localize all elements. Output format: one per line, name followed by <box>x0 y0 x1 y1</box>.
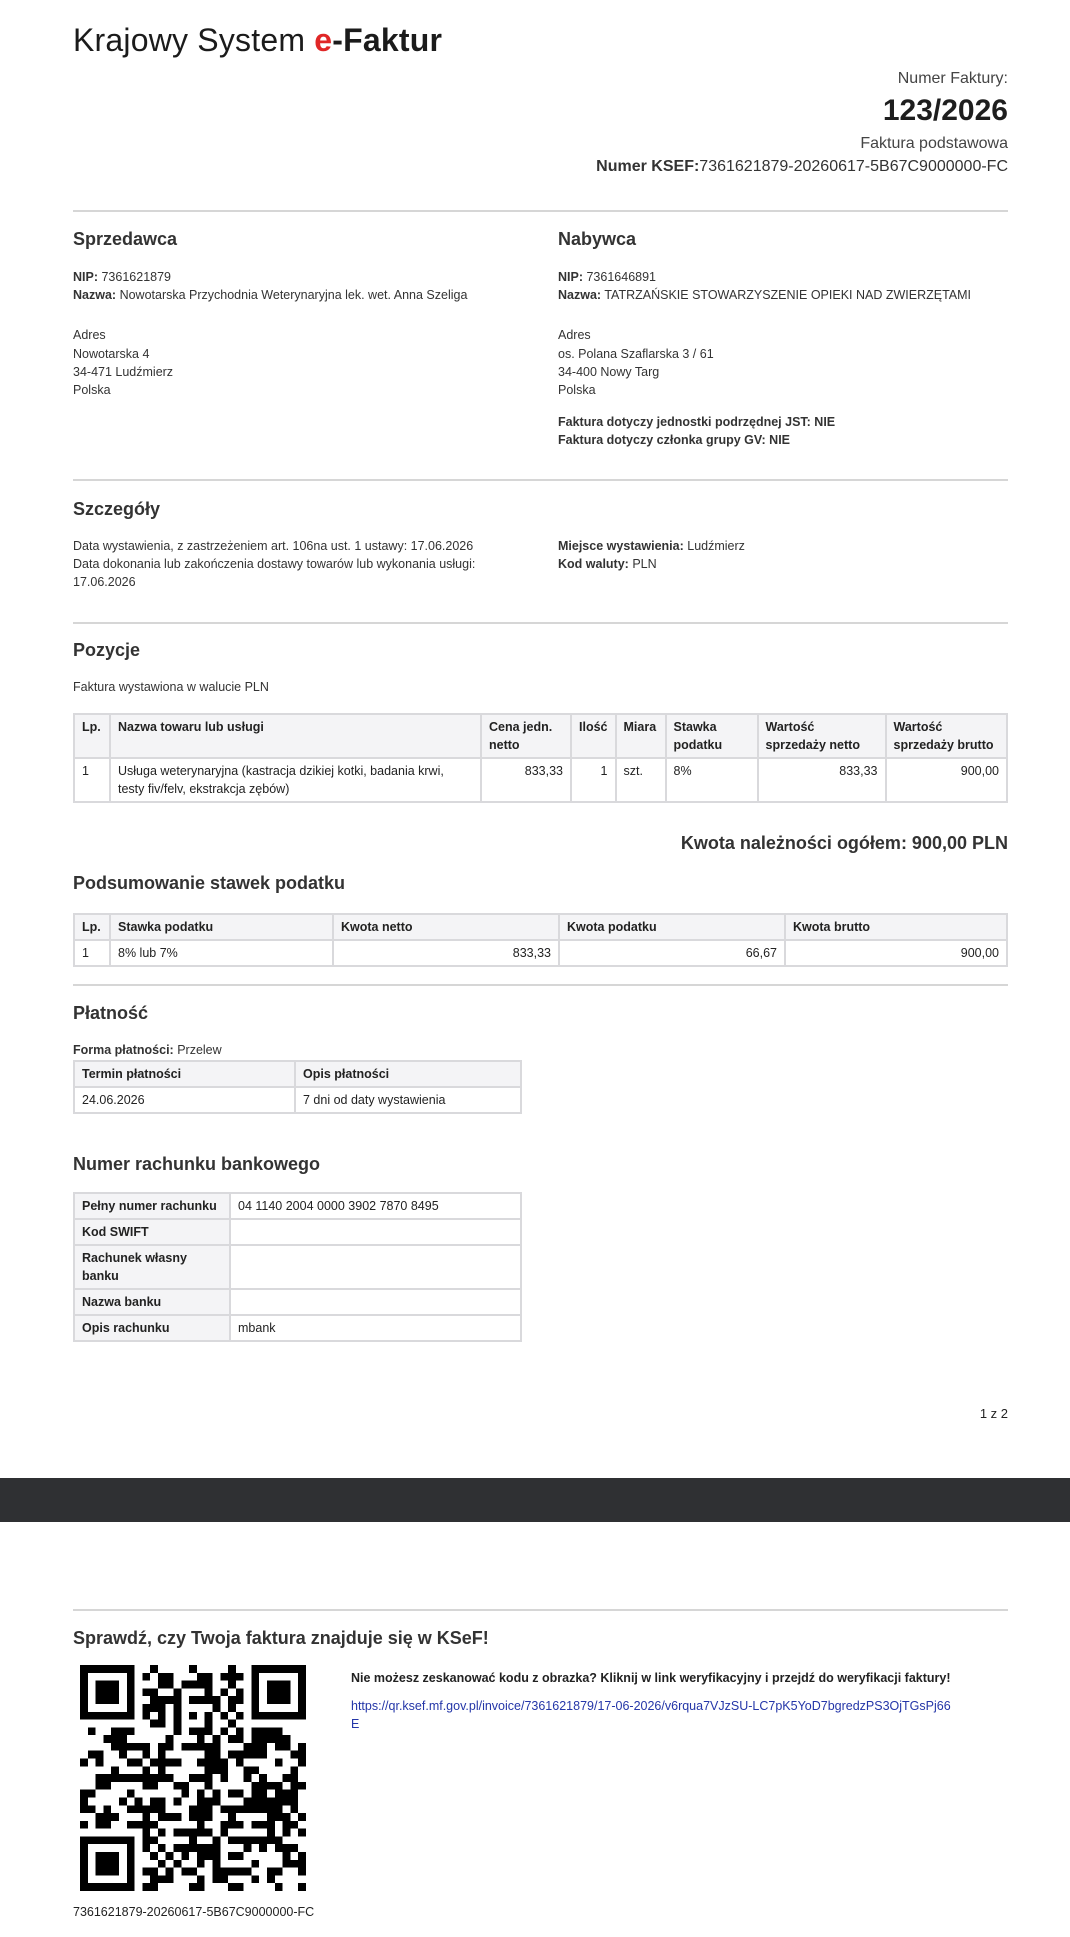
buyer-jst: Faktura dotyczy jednostki podrzędnej JST: NIE <box>558 415 836 429</box>
issue-date: Data wystawienia, z zastrzeżeniem art. 106na ust. 1 ustawy: 17.06.2026 <box>73 539 474 553</box>
divider <box>73 984 1008 986</box>
seller-nip: NIP: 7361621879 <box>73 270 172 284</box>
table-row <box>74 1193 521 1219</box>
table-row <box>74 1315 521 1341</box>
table-row <box>74 1087 521 1113</box>
cell-account-desc: mbank <box>230 1315 521 1341</box>
seller-address-line: Polska <box>73 383 111 397</box>
buyer-name: Nazwa: TATRZAŃSKIE STOWARZYSZENIE OPIEKI NAD ZWIERZĘTAMI <box>558 288 972 302</box>
col-header: Wartość sprzedaży netto <box>758 714 886 758</box>
cell-bank-name <box>230 1289 521 1315</box>
col-header: Stawka podatku <box>110 914 333 940</box>
col-header: Lp. <box>74 914 110 940</box>
col-header: Kwota brutto <box>785 914 1007 940</box>
cell-own-account <box>230 1245 521 1289</box>
cell-net: 833,33 <box>333 940 559 966</box>
cell-unit: szt. <box>616 758 666 802</box>
verify-link[interactable]: https://qr.ksef.mf.gov.pl/invoice/7361621879/17-06-2026/v6rqua7VJzSU-LC7pK5YoD7bgredzPS3OjTGsPj66E <box>351 1699 951 1731</box>
bank-table <box>73 1192 522 1342</box>
col-header: Wartość sprzedaży brutto <box>886 714 1008 758</box>
divider <box>73 1609 1008 1611</box>
cell-quantity: 1 <box>571 758 616 802</box>
total-amount: Kwota należności ogółem: 900,00 PLN <box>680 833 1008 853</box>
delivery-date-label: Data dokonania lub zakończenia dostawy towarów lub wykonania usługi: <box>73 557 476 571</box>
cell-payment-desc: 7 dni od daty wystawienia <box>295 1087 521 1113</box>
divider <box>73 622 1008 624</box>
qr-code-icon <box>80 1665 306 1891</box>
col-header: Stawka podatku <box>666 714 758 758</box>
invoice-number-label: Numer Faktury: <box>897 70 1008 87</box>
table-row <box>74 758 1007 802</box>
buyer-address-line: 34-400 Nowy Targ <box>558 365 660 379</box>
col-header: Opis płatności <box>295 1061 521 1087</box>
cell-lp: 1 <box>74 758 110 802</box>
cell-unit-price: 833,33 <box>481 758 571 802</box>
positions-table <box>73 713 1008 803</box>
divider <box>73 210 1008 212</box>
positions-title: Pozycje <box>73 640 141 660</box>
table-row <box>74 1219 521 1245</box>
bank-title: Numer rachunku bankowego <box>73 1154 321 1174</box>
row-header: Rachunek własny banku <box>74 1245 230 1289</box>
divider <box>73 479 1008 481</box>
buyer-title: Nabywca <box>558 229 637 249</box>
buyer-address-label: Adres <box>558 328 591 342</box>
cell-swift <box>230 1219 521 1245</box>
seller-address-line: Nowotarska 4 <box>73 347 150 361</box>
buyer-nip: NIP: 7361646891 <box>558 270 657 284</box>
col-header: Kwota podatku <box>559 914 785 940</box>
col-header: Miara <box>616 714 666 758</box>
table-row <box>74 1245 521 1289</box>
seller-address-line: 34-471 Ludźmierz <box>73 365 174 379</box>
qr-caption: 7361621879-20260617-5B67C9000000-FC <box>73 1905 315 1919</box>
cell-due-date: 24.06.2026 <box>74 1087 295 1113</box>
ksef-number: Numer KSEF:7361621879-20260617-5B67C9000000-FC <box>596 158 1008 175</box>
tax-summary-title: Podsumowanie stawek podatku <box>73 873 346 893</box>
table-header-row <box>74 1061 521 1087</box>
cell-lp: 1 <box>74 940 110 966</box>
issue-place: Miejsce wystawienia: Ludźmierz <box>558 539 745 553</box>
verify-text: Nie możesz zeskanować kodu z obrazka? Kliknij w link weryfikacyjny i przejdź do weryfikacji faktury! <box>351 1671 951 1685</box>
cell-tax-rate: 8% <box>666 758 758 802</box>
payment-table <box>73 1060 522 1114</box>
buyer-address-line: os. Polana Szaflarska 3 / 61 <box>558 347 714 361</box>
tax-summary-table <box>73 913 1008 967</box>
col-header: Nazwa towaru lub usługi <box>110 714 481 758</box>
col-header: Cena jedn. netto <box>481 714 571 758</box>
cell-gross: 900,00 <box>785 940 1007 966</box>
positions-subtitle: Faktura wystawiona w walucie PLN <box>73 680 269 694</box>
details-title: Szczegóły <box>73 499 161 519</box>
col-header: Ilość <box>571 714 616 758</box>
payment-title: Płatność <box>73 1003 149 1023</box>
payment-form: Forma płatności: Przelew <box>73 1043 222 1057</box>
buyer-gv: Faktura dotyczy członka grupy GV: NIE <box>558 433 791 447</box>
table-row <box>74 940 1007 966</box>
cell-tax: 66,67 <box>559 940 785 966</box>
currency-code: Kod waluty: PLN <box>558 557 657 571</box>
ksef-logo: Krajowy System e-Faktur <box>73 22 443 58</box>
delivery-date: 17.06.2026 <box>73 575 136 589</box>
buyer-address-line: Polska <box>558 383 596 397</box>
cell-gross: 900,00 <box>886 758 1008 802</box>
verify-title: Sprawdź, czy Twoja faktura znajduje się w KSeF! <box>73 1628 489 1648</box>
col-header: Termin płatności <box>74 1061 295 1087</box>
seller-title: Sprzedawca <box>73 229 178 249</box>
page-number: 1 z 2 <box>979 1406 1008 1421</box>
row-header: Kod SWIFT <box>74 1219 230 1245</box>
row-header: Pełny numer rachunku <box>74 1193 230 1219</box>
table-header-row <box>74 914 1007 940</box>
row-header: Nazwa banku <box>74 1289 230 1315</box>
seller-name: Nazwa: Nowotarska Przychodnia Weterynaryjna lek. wet. Anna Szeliga <box>73 288 468 302</box>
cell-tax-rate: 8% lub 7% <box>110 940 333 966</box>
page-separator <box>0 1478 1070 1522</box>
seller-address-label: Adres <box>73 328 106 342</box>
cell-name: Usługa weterynaryjna (kastracja dzikiej kotki, badania krwi, testy fiv/felv, ekstrakcja zębów) <box>110 758 481 802</box>
cell-account-number: 04 1140 2004 0000 3902 7870 8495 <box>230 1193 521 1219</box>
row-header: Opis rachunku <box>74 1315 230 1341</box>
col-header: Kwota netto <box>333 914 559 940</box>
invoice-number: 123/2026 <box>882 94 1008 127</box>
cell-net: 833,33 <box>758 758 886 802</box>
table-header-row <box>74 714 1007 758</box>
col-header: Lp. <box>74 714 110 758</box>
table-row <box>74 1289 521 1315</box>
invoice-kind: Faktura podstawowa <box>860 135 1008 152</box>
